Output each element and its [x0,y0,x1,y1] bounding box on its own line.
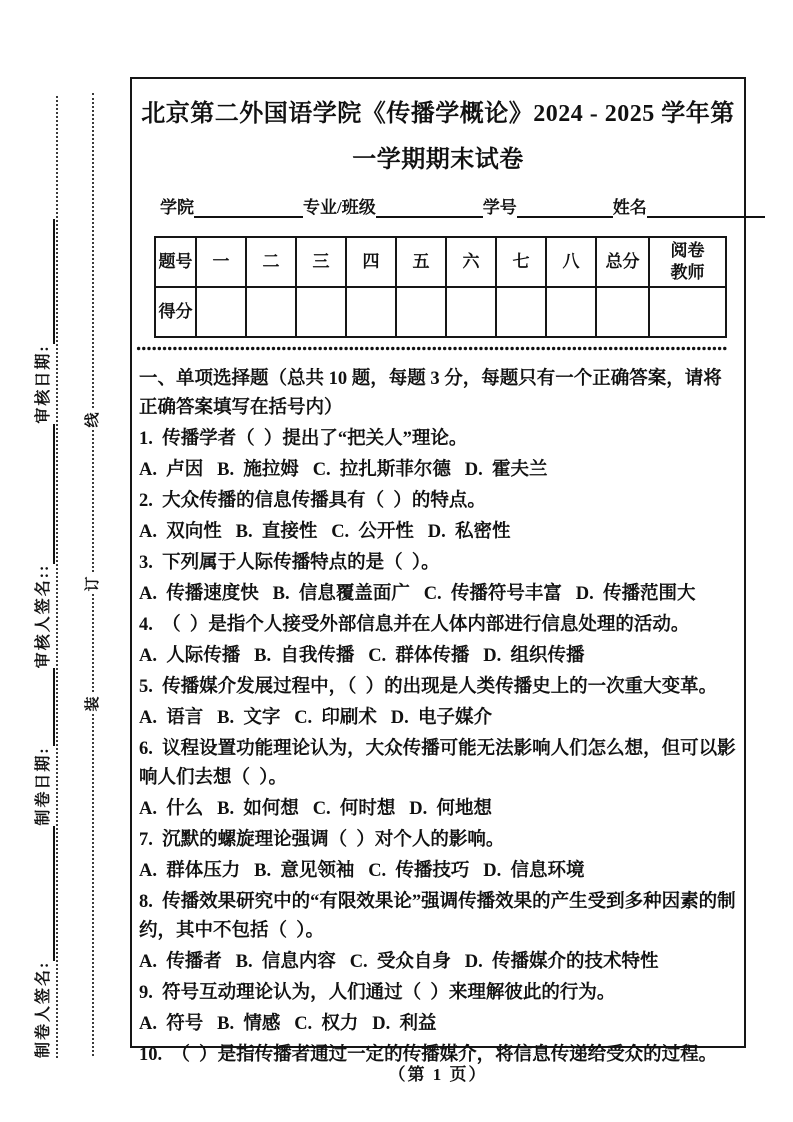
col-eight: 八 [546,237,596,287]
student-info-row [160,193,737,218]
major-class-label: 专业/班级 [303,198,376,217]
student-id-label: 学号 [482,198,517,217]
col-grader [649,237,726,287]
college-blank[interactable] [194,197,303,218]
col-four: 四 [346,237,396,287]
major-class-blank[interactable] [376,197,483,218]
score-cell[interactable] [496,287,546,337]
col-seven: 七 [496,237,546,287]
question-text-9: 9. 符号互动理论认为，人们通过（ ）来理解彼此的行为。 [139,983,616,1004]
page-number: （第 1 页） [388,1065,488,1084]
question-options-3: A. 传播速度快 B. 信息覆盖面广 C. 传播符号丰富 D. 传播范围大 [139,584,696,605]
col-three: 三 [296,237,346,287]
question-text-6: 6. 议程设置功能理论认为，大众传播可能无法影响人们怎么想，但可以影响人们去想（ ）。 [139,739,736,789]
score-table-header-row [155,237,726,287]
question-text-4: 4. （ ）是指个人接受外部信息并在人体内部进行信息处理的活动。 [139,615,690,636]
score-cell[interactable] [446,287,496,337]
score-cell[interactable] [396,287,446,337]
question-options-5: A. 语言 B. 文字 C. 印刷术 D. 电子媒介 [139,708,493,729]
col-six: 六 [446,237,496,287]
question-options-7: A. 群体压力 B. 意见领袖 C. 传播技巧 D. 信息环境 [139,861,585,882]
exam-content-box [130,77,746,1066]
score-cell[interactable] [296,287,346,337]
exam-title: 北京第二外国语学院《传播学概论》2024 - 2025 学年第一学期期末试卷 [141,101,735,173]
maker-date-label: 制卷日期: [34,746,52,826]
score-row-label: 得分 [155,287,196,337]
question-text-5: 5. 传播媒介发展过程中，（ ）的出现是人类传播史上的一次重大变革。 [139,677,718,698]
dotted-separator [136,346,727,351]
col-one: 一 [196,237,246,287]
score-cell[interactable] [196,287,246,337]
binding-dotted-line-left [56,96,58,1058]
question-options-9: A. 符号 B. 情感 C. 权力 D. 利益 [139,1014,437,1035]
binding-char-xian: 线 [83,410,103,430]
question-text-3: 3. 下列属于人际传播特点的是（ ）。 [139,553,440,574]
col-total: 总分 [596,237,649,287]
score-table-score-row [155,287,726,337]
score-cell[interactable] [246,287,296,337]
section-title: 一、单项选择题（总共 10 题，每题 3 分，每题只有一个正确答案，请将正确答案填写在括号内） [139,369,722,419]
maker-signature-blank[interactable] [27,826,55,961]
student-id-blank[interactable] [517,197,613,218]
score-cell[interactable] [546,287,596,337]
name-label: 姓名 [612,198,647,217]
name-blank[interactable] [647,197,765,218]
question-text-10: 10. （ ）是指传播者通过一定的传播媒介，将信息传递给受众的过程。 [139,1045,718,1066]
question-text-1: 1. 传播学者（ ）提出了“把关人”理论。 [139,429,468,450]
college-label: 学院 [160,198,194,217]
reviewer-date-label: 审核日期: [34,344,52,424]
binding-char-ding: 订 [83,574,103,594]
question-text-8: 8. 传播效果研究中的“有限效果论”强调传播效果的产生受到多种因素的制约，其中不包括（ ）。 [139,892,736,942]
reviewer-date-blank[interactable] [27,219,55,344]
col-two: 二 [246,237,296,287]
col-five: 五 [396,237,446,287]
total-score-cell[interactable] [596,287,649,337]
margin-signature-labels [24,138,58,1058]
maker-signature-label: 制卷人签名: [34,960,52,1058]
reviewer-signature-label: 审核人签名:: [34,563,52,669]
maker-date-blank[interactable] [27,668,55,746]
question-text-2: 2. 大众传播的信息传播具有（ ）的特点。 [139,491,486,512]
question-number-corner: 题号 [155,237,196,287]
question-options-2: A. 双向性 B. 直接性 C. 公开性 D. 私密性 [139,522,511,543]
grader-cell[interactable] [649,287,726,337]
grader-label: 阅卷教师 [670,241,705,283]
score-cell[interactable] [346,287,396,337]
question-options-6: A. 什么 B. 如何想 C. 何时想 D. 何地想 [139,799,493,820]
binding-char-zhuang: 装 [83,694,103,714]
question-options-4: A. 人际传播 B. 自我传播 C. 群体传播 D. 组织传播 [139,646,585,667]
score-table [154,236,727,338]
question-options-1: A. 卢因 B. 施拉姆 C. 拉扎斯菲尔德 D. 霍夫兰 [139,460,548,481]
reviewer-signature-blank[interactable] [27,424,55,564]
question-options-8: A. 传播者 B. 信息内容 C. 受众自身 D. 传播媒介的技术特性 [139,952,659,973]
question-text-7: 7. 沉默的螺旋理论强调（ ）对个人的影响。 [139,830,505,851]
